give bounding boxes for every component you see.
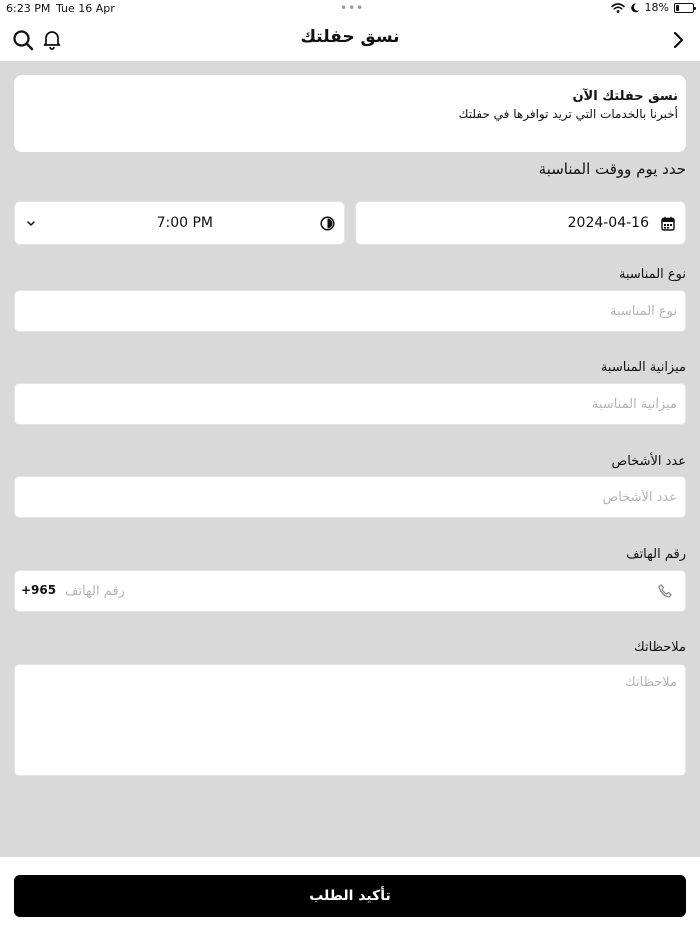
wifi-icon <box>611 3 625 13</box>
date-picker[interactable] <box>355 201 686 245</box>
intro-card-subtitle: أخبرنا بالخدمات التي تريد توافرها في حفلتك <box>458 107 678 121</box>
status-bar <box>0 0 700 18</box>
nav-bar <box>0 18 700 61</box>
country-code[interactable]: +965 <box>21 583 57 597</box>
status-time: 6:23 PM <box>6 2 51 15</box>
phone-icon <box>657 583 673 599</box>
budget-label: ميزانية المناسبة <box>600 360 686 375</box>
guests-box <box>14 476 686 518</box>
status-date: Tue 16 Apr <box>56 2 115 15</box>
form-container <box>0 61 700 857</box>
guests-label: عدد الأشخاص <box>611 454 686 469</box>
multitask-dots-icon[interactable]: ••• <box>340 1 365 15</box>
budget-box <box>14 383 686 425</box>
event-type-input[interactable] <box>15 291 685 331</box>
notes-box <box>14 664 686 776</box>
chevron-right-icon[interactable] <box>668 29 688 51</box>
battery-icon <box>674 3 694 13</box>
notes-textarea[interactable] <box>15 665 685 775</box>
chevron-down-icon <box>25 219 37 229</box>
moon-icon <box>630 3 640 13</box>
guests-input[interactable] <box>15 477 685 517</box>
confirm-order-button[interactable]: تأكيد الطلب <box>14 875 686 917</box>
clock-icon <box>320 216 335 231</box>
phone-label: رقم الهاتف <box>626 547 686 562</box>
page-title: نسق حفلتك <box>300 27 400 47</box>
bottom-bar <box>0 857 700 934</box>
intro-card <box>14 75 686 152</box>
budget-input[interactable] <box>15 384 685 424</box>
date-value: 2024-04-16 <box>567 215 649 231</box>
battery-percent: 18% <box>644 1 669 14</box>
event-type-label: نوع المناسبة <box>619 267 686 282</box>
calendar-icon <box>661 216 675 231</box>
phone-input[interactable] <box>15 571 685 611</box>
datetime-label: حدد يوم ووقت المناسبة <box>538 160 686 178</box>
event-type-box <box>14 290 686 332</box>
time-picker[interactable] <box>14 201 345 245</box>
status-icons <box>611 1 694 14</box>
notes-label: ملاحظاتك <box>634 640 686 655</box>
time-value: 7:00 PM <box>156 215 213 231</box>
intro-card-title: نسق حفلتك الآن <box>572 89 678 104</box>
phone-box <box>14 570 686 612</box>
